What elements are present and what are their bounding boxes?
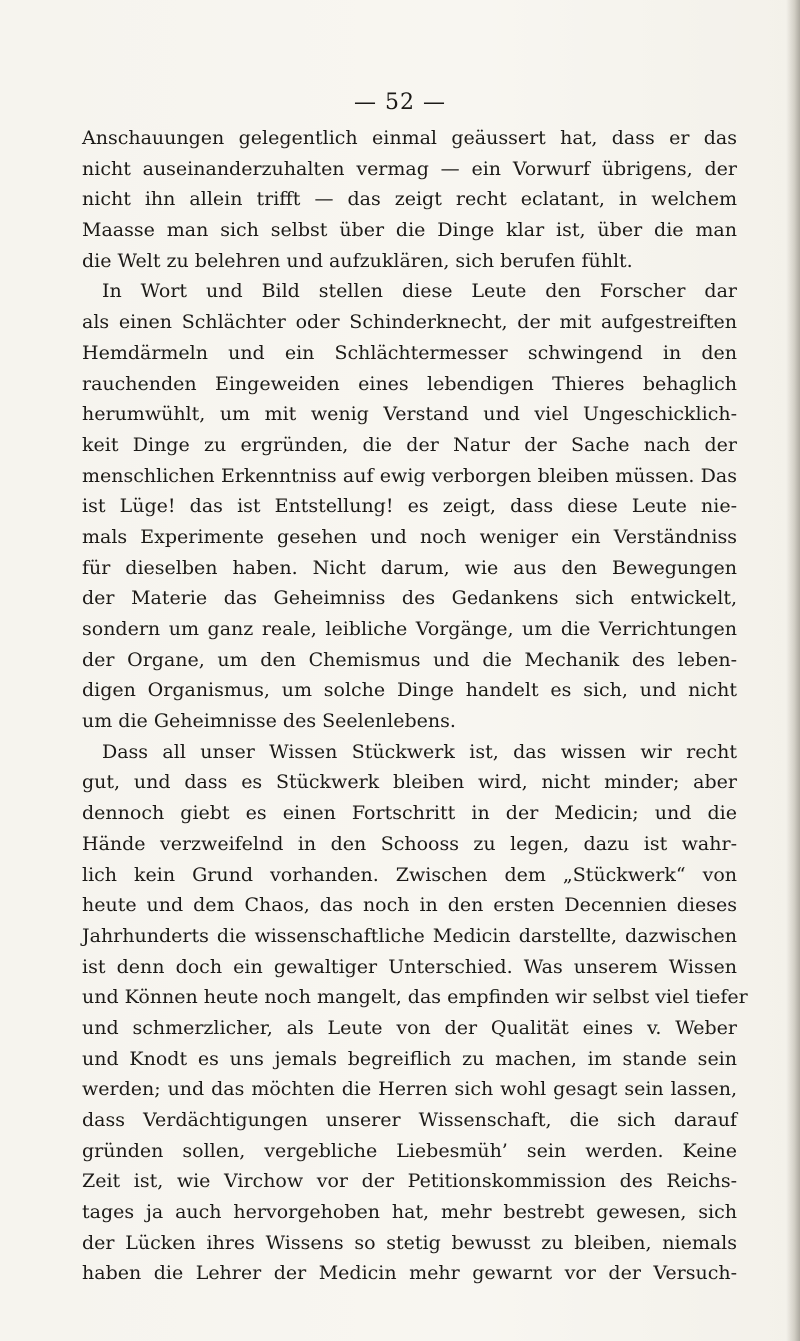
text-line: die Welt zu belehren und aufzuklären, sich berufen fühlt.: [82, 249, 633, 272]
text-line: werden; und das möchten die Herren sich wohl gesagt sein lassen,: [82, 1078, 737, 1101]
text-line: und Können heute noch mangelt, das empfinden wir selbst viel tiefer: [82, 986, 748, 1009]
body-text: [82, 123, 748, 1289]
text-line: lich kein Grund vorhanden. Zwischen dem „Stückwerk“ von: [82, 863, 737, 886]
text-line: dennoch giebt es einen Fortschritt in der Medicin; und die: [82, 802, 737, 825]
page-number: — 52 —: [354, 90, 446, 115]
text-line: Dass all unser Wissen Stückwerk ist, das wissen wir recht: [102, 740, 737, 763]
text-line: tages ja auch hervorgehoben hat, mehr bestrebt gewesen, sich: [82, 1201, 737, 1224]
text-line: der Lücken ihres Wissens so stetig bewusst zu bleiben, niemals: [82, 1231, 737, 1254]
text-line: Zeit ist, wie Virchow vor der Petitionskommission des Reichs-: [82, 1170, 737, 1193]
text-line: als einen Schlächter oder Schinderknecht, der mit aufgestreiften: [82, 311, 737, 334]
text-line: rauchenden Eingeweiden eines lebendigen Thieres behaglich: [82, 372, 737, 395]
text-line: der Organe, um den Chemismus und die Mechanik des leben-: [82, 648, 737, 671]
text-line: haben die Lehrer der Medicin mehr gewarnt vor der Versuch-: [82, 1262, 737, 1285]
text-line: herumwühlt, um mit wenig Verstand und viel Ungeschicklich-: [82, 403, 737, 426]
text-line: Jahrhunderts die wissenschaftliche Medicin darstellte, dazwischen: [82, 924, 737, 947]
text-line: und schmerzlicher, als Leute von der Qualität eines v. Weber: [82, 1016, 737, 1039]
text-line: Maasse man sich selbst über die Dinge klar ist, über die man: [82, 219, 737, 242]
text-line: nicht ihn allein trifft — das zeigt recht eclatant, in welchem: [82, 188, 737, 211]
text-line: In Wort und Bild stellen diese Leute den Forscher dar: [102, 280, 737, 303]
text-line: keit Dinge zu ergründen, die der Natur der Sache nach der: [82, 433, 737, 456]
text-line: mals Experimente gesehen und noch weniger ein Verständniss: [82, 525, 737, 548]
text-line: gründen sollen, vergebliche Liebesmüh’ sein werden. Keine: [82, 1139, 737, 1162]
text-line: ist denn doch ein gewaltiger Unterschied. Was unserem Wissen: [82, 955, 737, 978]
text-line: dass Verdächtigungen unserer Wissenschaft, die sich darauf: [82, 1109, 737, 1131]
text-line: um die Geheimnisse des Seelenlebens.: [82, 710, 456, 733]
text-line: menschlichen Erkenntniss auf ewig verborgen bleiben müssen. Das: [82, 464, 737, 487]
text-line: und Knodt es uns jemals begreiflich zu machen, im stande sein: [82, 1047, 737, 1070]
text-line: digen Organismus, um solche Dinge handelt es sich, und nicht: [82, 679, 737, 702]
page-edge-shadow: [786, 0, 800, 1341]
text-line: für dieselben haben. Nicht darum, wie aus den Bewegungen: [82, 556, 737, 579]
text-line: Hände verzweifelnd in den Schooss zu legen, dazu ist wahr-: [82, 832, 737, 855]
text-line: Anschauungen gelegentlich einmal geäussert hat, dass er das: [82, 127, 737, 149]
text-line: nicht auseinanderzuhalten vermag — ein Vorwurf übrigens, der: [82, 157, 737, 180]
text-line: gut, und dass es Stückwerk bleiben wird, nicht minder; aber: [82, 771, 737, 794]
text-line: heute und dem Chaos, das noch in den ersten Decennien dieses: [82, 894, 737, 917]
text-line: ist Lüge! das ist Entstellung! es zeigt, dass diese Leute nie-: [82, 495, 737, 518]
text-line: sondern um ganz reale, leibliche Vorgänge, um die Verrichtungen: [82, 618, 737, 640]
text-line: Hemdärmeln und ein Schlächtermesser schwingend in den: [82, 341, 737, 364]
text-line: der Materie das Geheimniss des Gedankens sich entwickelt,: [82, 587, 737, 610]
